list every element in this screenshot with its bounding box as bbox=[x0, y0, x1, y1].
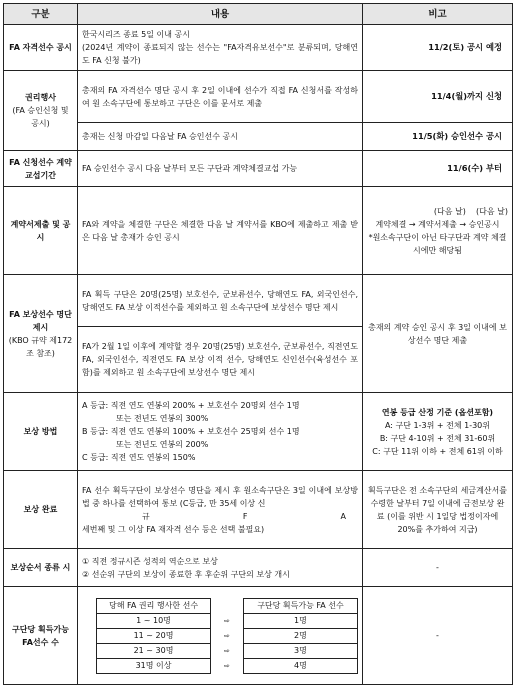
row-negotiation bbox=[4, 151, 513, 187]
row-note bbox=[363, 393, 513, 471]
row-content: FA 승인선수 공시 다음 날부터 모든 구단과 계약체결교섭 가능 bbox=[78, 151, 363, 187]
note-item: B: 구단 4-10위 + 전체 31-60위 bbox=[379, 433, 496, 443]
acquire-header-right: 구단당 획득가능 FA 선수 bbox=[243, 598, 357, 613]
acquire-left: 11 ~ 20명 bbox=[97, 628, 211, 643]
content-line: A 등급: 직전 연도 연봉의 200% + 보호선수 20명외 선수 1명 bbox=[82, 401, 300, 410]
header-row bbox=[4, 4, 513, 25]
row-label: FA 신청선수 계약교섭기간 bbox=[4, 151, 78, 187]
row-label: 보상 완료 bbox=[4, 471, 78, 549]
row-content: FA 획득 구단은 20명(25명) 보호선수, 군보류선수, 당해연도 FA, 외국인선수, 당해연도 FA 보상 이적선수를 제외하고 원 소속구단에 보상선수 명단 제시 bbox=[78, 275, 363, 327]
row-note: 11/5(화) 승인선수 공시 bbox=[363, 123, 513, 151]
row-note: 획득구단은 전 소속구단의 세금계산서를 수령한 날부터 7일 이내에 금전보상 완료 (이를 위반 시 1일당 법정이자에 20%를 추가하여 지급) bbox=[363, 471, 513, 549]
row-content bbox=[78, 471, 363, 549]
content-line: ② 선순위 구단의 보상이 종료한 후 후순위 구단의 보상 개시 bbox=[82, 569, 290, 579]
row-rights-b bbox=[4, 123, 513, 151]
row-rights-a bbox=[4, 71, 513, 123]
row-content bbox=[78, 587, 363, 685]
content-line: 세번째 및 그 이상 FA 재자격 선수 등은 선택 불필요) bbox=[82, 524, 265, 534]
header-content: 내용 bbox=[78, 4, 363, 25]
row-label-main: 권리행사 bbox=[25, 93, 56, 102]
fa-schedule-document bbox=[3, 3, 512, 685]
acquire-left: 1 ~ 10명 bbox=[97, 613, 211, 628]
row-order bbox=[4, 549, 513, 587]
content-line: B 등급: 직전 연도 연봉의 100% + 보호선수 25명외 선수 1명 bbox=[82, 427, 300, 436]
acquire-table bbox=[96, 598, 358, 674]
acquire-right: 1명 bbox=[243, 613, 357, 628]
row-label: 계약서제출 및 공시 bbox=[4, 187, 78, 275]
row-note: - bbox=[363, 587, 513, 685]
row-content: FA와 계약을 체결한 구단은 체결한 다음 날 계약서를 KBO에 제출하고 제출 받은 다음 날 총재가 승인 공시 bbox=[78, 187, 363, 275]
row-content bbox=[78, 549, 363, 587]
header-note: 비고 bbox=[363, 4, 513, 25]
acquire-right: 3명 bbox=[243, 643, 357, 658]
row-comp-done bbox=[4, 471, 513, 549]
row-label-main: FA 보상선수 명단 제시 bbox=[9, 309, 72, 332]
arrow-right-icon: ⇨ bbox=[211, 658, 244, 673]
content-line: (2024년 계약이 종료되지 않는 선수는 "FA자격유보선수"로 분류되며, 당해연도 FA 신청 불가) bbox=[82, 43, 358, 65]
acquire-row bbox=[97, 628, 358, 643]
row-label: 구단당 획득가능 FA선수 수 bbox=[4, 587, 78, 685]
row-acquire bbox=[4, 587, 513, 685]
acquire-row bbox=[97, 658, 358, 673]
note-next-day: (다음 날) (다음 날) bbox=[433, 206, 508, 216]
note-flow: 계약체결 → 계약서제출 → 승인공시 bbox=[375, 219, 500, 229]
row-content bbox=[78, 25, 363, 71]
acquire-left: 31명 이상 bbox=[97, 658, 211, 673]
row-note: 11/6(수) 부터 bbox=[363, 151, 513, 187]
row-comp-method bbox=[4, 393, 513, 471]
row-label bbox=[4, 275, 78, 393]
note-title: 연봉 등급 산정 기준 (옵션포함) bbox=[381, 407, 494, 417]
row-label: FA 자격선수 공시 bbox=[4, 25, 78, 71]
content-line: ① 직전 정규시즌 성적의 역순으로 보상 bbox=[82, 556, 218, 566]
row-note: 총재의 계약 승인 공시 후 3일 이내에 보상선수 명단 제출 bbox=[363, 275, 513, 393]
acquire-header-left: 당해 FA 권리 행사한 선수 bbox=[97, 598, 211, 613]
content-spread: 규 F A bbox=[142, 511, 346, 521]
acquire-header-gap bbox=[211, 598, 244, 613]
row-note bbox=[363, 187, 513, 275]
row-note: - bbox=[363, 549, 513, 587]
note-item: C: 구단 11위 이하 + 전체 61위 이하 bbox=[372, 446, 503, 456]
row-note: 11/2(토) 공시 예정 bbox=[363, 25, 513, 71]
arrow-right-icon: ⇨ bbox=[211, 613, 244, 628]
content-line: C 등급: 직전 연도 연봉의 150% bbox=[82, 453, 196, 462]
arrow-right-icon: ⇨ bbox=[211, 628, 244, 643]
fa-schedule-table bbox=[3, 3, 513, 685]
acquire-right: 4명 bbox=[243, 658, 357, 673]
row-content: FA가 2월 1일 이후에 계약할 경우 20명(25명) 보호선수, 군보류선수, 직전연도 FA, 외국인선수, 직전연도 FA 보상 이적 선수, 당해연도 신인선수(육성선수 포함)를 제외하고 원 소속구단에 보상선수 명단 제시 bbox=[78, 327, 363, 393]
acquire-right: 2명 bbox=[243, 628, 357, 643]
acquire-header-row bbox=[97, 598, 358, 613]
row-label: 보상순서 종류 시 bbox=[4, 549, 78, 587]
row-content bbox=[78, 393, 363, 471]
content-line: 또는 전년도 연봉의 200% bbox=[116, 440, 209, 449]
row-fa-notice bbox=[4, 25, 513, 71]
header-category: 구분 bbox=[4, 4, 78, 25]
row-label bbox=[4, 71, 78, 151]
arrow-right-icon: ⇨ bbox=[211, 643, 244, 658]
content-line: 한국시리즈 종료 5일 이내 공시 bbox=[82, 30, 190, 39]
row-content: 총재의 FA 자격선수 명단 공시 후 2일 이내에 선수가 직접 FA 신청서를 작성하여 원 소속구단에 통보하고 구단은 이를 문서로 제출 bbox=[78, 71, 363, 123]
row-comp-list-a bbox=[4, 275, 513, 327]
note-item: A: 구단 1-3위 + 전체 1-30위 bbox=[384, 420, 491, 430]
row-content: 총재는 신청 마감일 다음날 FA 승인선수 공시 bbox=[78, 123, 363, 151]
row-label-sub: (KBO 규약 제172조 참조) bbox=[8, 335, 73, 358]
acquire-row bbox=[97, 643, 358, 658]
row-label: 보상 방법 bbox=[4, 393, 78, 471]
row-note: 11/4(월)까지 신청 bbox=[363, 71, 513, 123]
note-star: *원소속구단이 아닌 타구단과 계약 체결 시에만 해당됨 bbox=[368, 232, 507, 255]
content-line: FA 선수 획득구단이 보상선수 명단을 제시 후 원소속구단은 3일 이내에 보상방법 중 하나를 선택하여 통보 (C등급, 만 35세 이상 신 bbox=[82, 485, 358, 508]
content-line: 또는 전년도 연봉의 300% bbox=[116, 414, 209, 423]
row-contract bbox=[4, 187, 513, 275]
acquire-left: 21 ~ 30명 bbox=[97, 643, 211, 658]
acquire-row bbox=[97, 613, 358, 628]
row-label-sub: (FA 승인신청 및 공시) bbox=[12, 106, 69, 128]
